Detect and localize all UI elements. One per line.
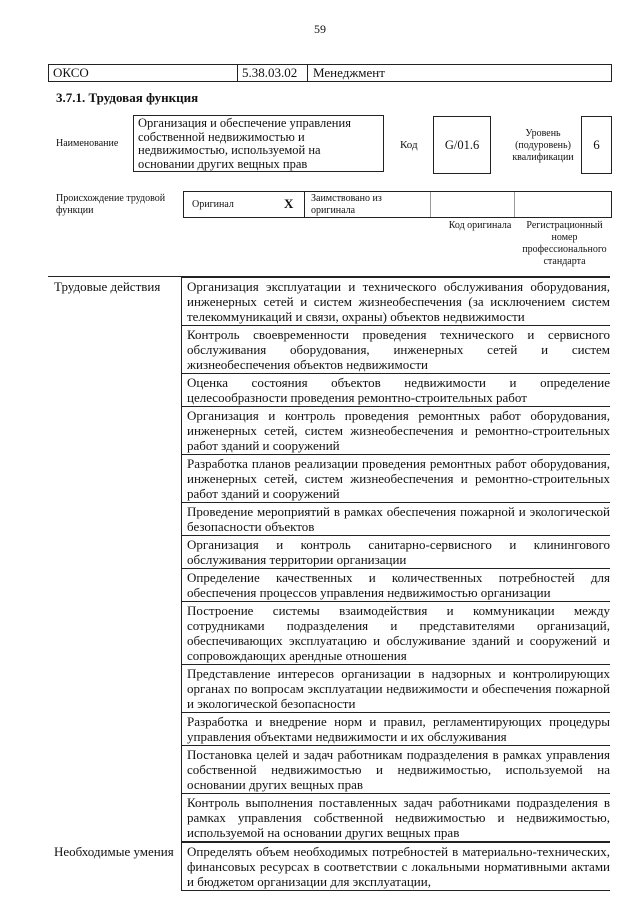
labor-actions-label: Трудовые действия — [54, 279, 161, 294]
labor-action-item: Проведение мероприятий в рамках обеспечения пожарной и экологической безопасности объектов — [181, 502, 610, 536]
page-number: 59 — [314, 22, 326, 36]
reg-number-caption: Регистрационный номер профессионального стандарта — [522, 220, 607, 267]
code-original-caption: Код оригинала — [448, 220, 512, 231]
origin-box — [183, 191, 612, 218]
labor-action-item: Разработка и внедрение норм и правил, регламентирующих процедуры управления объектами недвижимости и их обслуживания — [181, 712, 610, 746]
function-name-value: Организация и обеспечение управления собственной недвижимостью и недвижимостью, используемой на основании других вещных прав — [133, 115, 384, 172]
labor-action-item: Оценка состояния объектов недвижимости и определение целесообразности проведения ремонтно-строительных работ — [181, 373, 610, 407]
original-label: Оригинал — [192, 199, 234, 210]
borrowed-label: Заимствовано из оригинала — [311, 193, 382, 216]
level-label: Уровень (подуровень) квалификации — [512, 128, 574, 163]
okso-label: ОКСО — [53, 65, 89, 80]
labor-function-table — [48, 276, 610, 891]
function-code-value: G/01.6 — [433, 116, 491, 174]
section-title: 3.7.1. Трудовая функция — [56, 90, 199, 105]
labor-action-item: Организация и контроль санитарно-сервисного и клинингового обслуживания территории организации — [181, 535, 610, 569]
okso-code: 5.38.03.02 — [242, 65, 298, 80]
labor-action-item: Постановка целей и задач работникам подразделения в рамках управления собственной недвижимостью и недвижимостью, используемой на основании других вещных прав — [181, 745, 610, 794]
name-label: Наименование — [56, 138, 119, 149]
okso-divider — [307, 65, 308, 81]
origin-divider — [304, 192, 305, 217]
labor-actions-list — [181, 277, 610, 842]
labor-actions-row — [48, 277, 610, 842]
original-mark: X — [284, 196, 294, 211]
origin-divider — [430, 192, 431, 217]
okso-divider — [237, 65, 238, 81]
skills-row — [48, 842, 610, 891]
okso-name: Менеджмент — [313, 65, 385, 80]
skill-item: Определять объем необходимых потребностей в материально-технических, финансовых ресурсах в соответствии с локальными нормативными актами и бюджетом организации для эксплуатации, — [181, 842, 610, 891]
labor-action-item: Организация и контроль проведения ремонтных работ оборудования, инженерных сетей, систем жизнеобеспечения и ремонтно-строительных работ зданий и сооружений — [181, 406, 610, 455]
code-label: Код — [400, 139, 418, 151]
labor-action-item: Разработка планов реализации проведения ремонтных работ оборудования, инженерных сетей, систем жизнеобеспечения и ремонтно-строительных работ зданий и сооружений — [181, 454, 610, 503]
origin-divider — [514, 192, 515, 217]
labor-action-item: Контроль своевременности проведения технического и сервисного обслуживания оборудования, инженерных сетей и систем жизнеобеспечения объектов недвижимости — [181, 325, 610, 374]
skills-list — [181, 842, 610, 891]
labor-action-item: Контроль выполнения поставленных задач работниками подразделения в рамках управления собственной недвижимостью и недвижимостью, используемой на основании других вещных прав — [181, 793, 610, 842]
level-value: 6 — [581, 116, 612, 174]
origin-label: Происхождение трудовой функции — [56, 193, 166, 216]
labor-action-item: Организация эксплуатации и технического обслуживания оборудования, инженерных сетей и систем жизнеобеспечения (за исключением систем телекоммуникаций и связи, охраны) объектов недвижимости — [181, 277, 610, 326]
okso-row — [48, 64, 612, 82]
labor-action-item: Построение системы взаимодействия и коммуникации между сотрудниками подразделения и представителями организаций, обеспечивающих эксплуатацию и обслуживание зданий и сооружений и сопровождающих арендные отношения — [181, 601, 610, 665]
skills-label: Необходимые умения — [54, 844, 174, 859]
labor-action-item: Определение качественных и количественных потребностей для обеспечения процессов управления недвижимостью организации — [181, 568, 610, 602]
labor-action-item: Представление интересов организации в надзорных и контролирующих органах по вопросам эксплуатации недвижимости и обеспечения пожарной и экологической безопасности — [181, 664, 610, 713]
